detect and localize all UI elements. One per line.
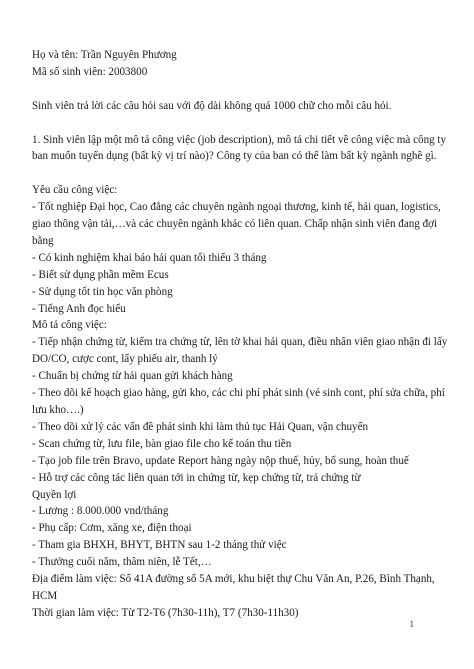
answer-line: - Biết sử dụng phần mềm Ecus [32,268,169,281]
answer-line: - Lương : 8.000.000 vnd/tháng [32,505,169,518]
answer-line: - Có kinh nghiệm khai báo hải quan tối thiểu 3 tháng [32,251,267,264]
answer-line: bằng [32,234,54,247]
student-name: Họ và tên: Trần Nguyên Phương [32,49,177,61]
answer-line: DO/CO, cược cont, lấy phiếu air, thanh lý [32,353,218,366]
workplace-line: Địa điểm làm việc: Số 41A đường số 5A mới, khu biệt thự Chu Văn An, P.26, Bình Thạnh, [32,573,435,586]
answer-line: - Tốt nghiệp Đại học, Cao đẳng các chuyên ngành ngoại thương, kinh tế, hải quan, logistics, [32,201,441,214]
section-heading-benefits: Quyền lợi [32,488,77,501]
answer-line: - Tham gia BHXH, BHYT, BHTN sau 1-2 tháng thử việc [32,539,287,552]
working-hours-line: Thời gian làm việc: Từ T2-T6 (7h30-11h), T7 (7h30-11h30) [32,606,299,619]
answer-line: - Chuẩn bị chứng từ hải quan gửi khách hàng [32,370,233,383]
answer-line: - Thưởng cuối năm, thâm niên, lễ Tết,… [32,556,212,569]
student-id: Mã số sinh viên: 2003800 [32,65,148,78]
answer-line: - Hỗ trợ các công tác liên quan tới in chứng từ, kẹp chứng từ, trả chứng từ [32,471,361,484]
answer-line: - Sử dụng tốt tin học văn phòng [32,285,173,298]
answer-line: - Tạo job file trên Bravo, update Report hàng ngày nộp thuế, hủy, bổ sung, hoàn thuế [32,454,409,467]
answer-line: - Theo dõi xử lý các vấn đề phát sinh khi làm thủ tục Hải Quan, vận chuyển [32,420,369,433]
question-line: 1. Sinh viên lập một mô tả công việc (job description), mô tả chi tiết về công việc mà công ty [32,133,447,146]
answer-line: giao thông vận tải,…và các chuyên ngành khác có liên quan. Chấp nhận sinh viên đang đợi [32,218,438,231]
answer-line: - Scan chứng từ, lưu file, bàn giao file cho kế toán thu tiền [32,437,292,450]
question-line: ban muốn tuyển dụng (bất kỳ vị trí nào)? Công ty của ban có thể làm bất kỳ ngành nghề gì. [32,150,437,163]
section-heading-requirements: Yêu cầu công việc: [32,184,118,197]
answer-line: - Phụ cấp: Cơm, xăng xe, điện thoại [32,522,192,535]
answer-line: - Tiếp nhận chứng từ, kiểm tra chứng từ, lên tờ khai hải quan, điều nhân viên giao nhận đi lấy [32,336,448,349]
instruction-text: Sinh viên trả lời các câu hỏi sau với độ dài không quá 1000 chữ cho mỗi câu hỏi. [32,99,392,112]
page-number: 1 [409,619,414,629]
document-body [32,47,450,622]
answer-line: lưu kho….) [32,403,84,416]
workplace-line: HCM [32,589,58,602]
answer-line: - Theo dõi kế hoạch giao hàng, gửi kho, các chi phí phát sinh (vé sinh cont, phí sửa chữa, phí [32,387,445,400]
question-block [32,132,450,166]
answer-line: - Tiếng Anh đọc hiểu [32,302,126,315]
section-heading-job-description: Mô tả công việc: [32,319,107,332]
answer-block [32,182,450,622]
